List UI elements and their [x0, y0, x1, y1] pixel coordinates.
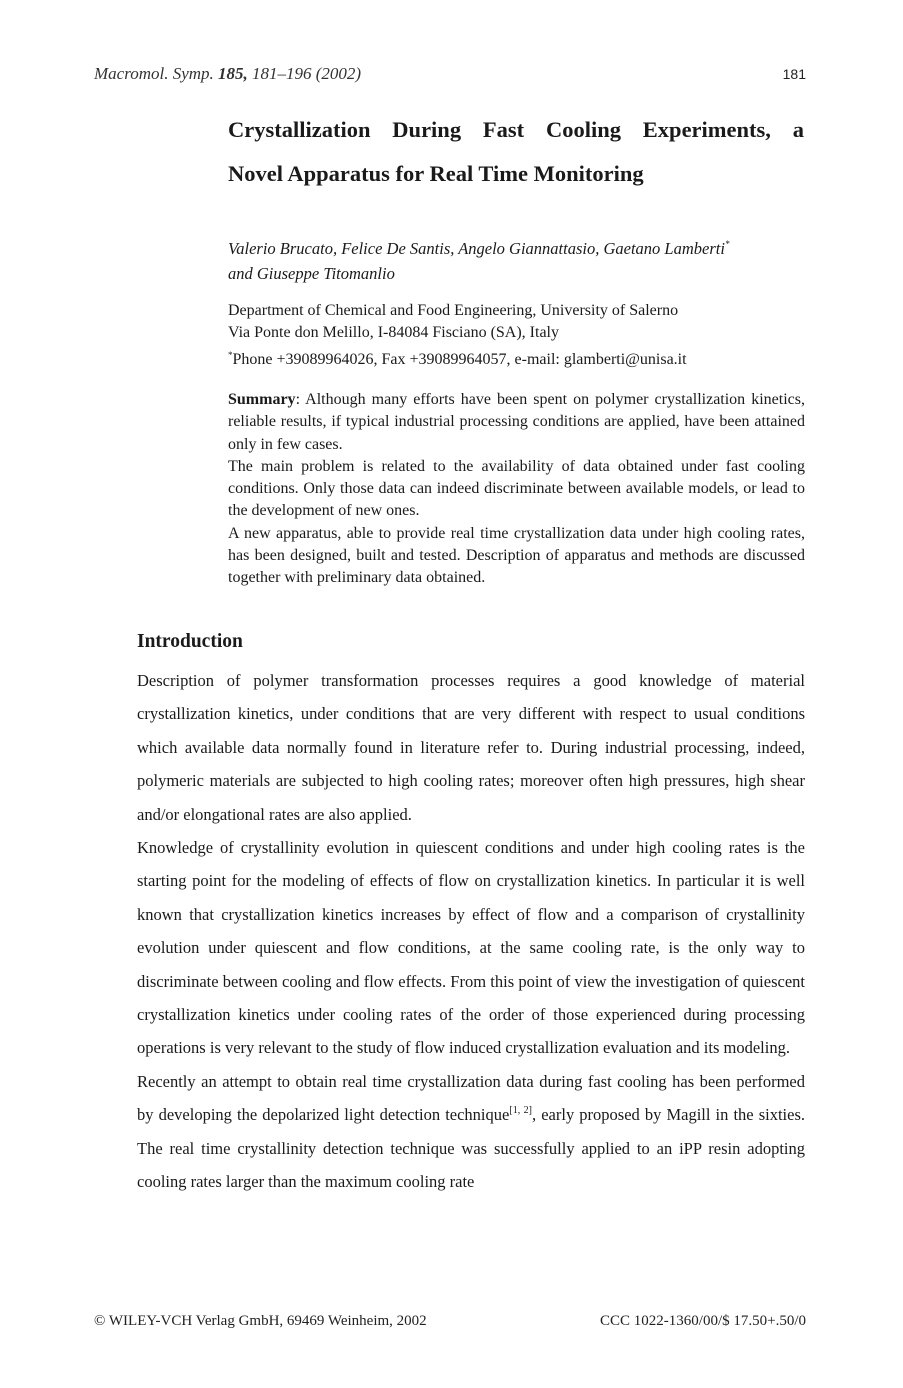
journal-name: Macromol. Symp.: [94, 64, 219, 83]
authors-line-2: and Giuseppe Titomanlio: [228, 264, 395, 283]
journal-pages-year: 181–196 (2002): [247, 64, 362, 83]
contact-mark: *: [228, 350, 233, 360]
summary-paragraph-1: [228, 389, 805, 456]
summary-text-1: : Although many efforts have been spent on polymer crystallization kinetics, reliable results, if typical industrial processing conditions are applied, have been attained only in few cases.: [228, 391, 805, 453]
page-number: 181: [782, 66, 806, 82]
summary-paragraph-2: The main problem is related to the availability of data obtained under fast cooling conditions. Only those data can indeed discriminate between available models, or lead to the development of new ones.: [228, 457, 805, 520]
intro-p3-text-b: , early proposed by Magill in the sixties. The real time crystallinity detection technique was successfully applied to an iPP resin adopting cooling rates larger than the maximum cooling rate: [137, 1105, 806, 1192]
introduction-heading: Introduction: [137, 631, 243, 652]
affiliation-contact: [228, 344, 818, 371]
running-header: [94, 64, 806, 88]
intro-p3-text-a: Recently an attempt to obtain real time crystallization data during fast cooling has been performed by developing the depolarized light detection technique: [137, 1071, 805, 1125]
affiliation-address: Via Ponte don Melillo, I-84084 Fisciano (SA), Italy: [228, 324, 559, 341]
title-line-2: Novel Apparatus for Real Time Monitoring: [228, 161, 644, 186]
authors-text-1: Valerio Brucato, Felice De Santis, Angelo Giannattasio, Gaetano Lamberti: [228, 239, 725, 258]
title-line-1: Crystallization During Fast Cooling Experiments, a: [228, 117, 804, 142]
journal-citation: [94, 64, 361, 84]
journal-volume: 185,: [218, 64, 248, 83]
authors-line-1: [228, 232, 818, 261]
intro-paragraph-1: Description of polymer transformation processes requires a good knowledge of material crystallization kinetics, under conditions that are very different with respect to usual conditions which available data normally found in literature refer to. During industrial processing, indeed, polymeric materials are subjected to high cooling rates; moreover often high pressures, high shear and/or elongational rates are also applied.: [137, 671, 805, 824]
summary-paragraph-3: A new apparatus, able to provide real time crystallization data under high cooling rates, has been designed, built and tested. Description of apparatus and methods are discussed together with preliminary data obtained.: [228, 524, 805, 587]
author-list: [228, 232, 818, 286]
page-footer: [94, 1313, 806, 1335]
corresponding-author-mark: *: [724, 239, 730, 249]
ccc-code: CCC 1022-1360/00/$ 17.50+.50/0: [600, 1313, 806, 1329]
contact-text: Phone +39089964026, Fax +39089964057, e-mail: glamberti@unisa.it: [232, 351, 687, 368]
summary-block: [228, 389, 805, 590]
intro-paragraph-2: Knowledge of crystallinity evolution in quiescent conditions and under high cooling rates is the starting point for the modeling of effects of flow on crystallization kinetics. In particular it is well known that crystallization kinetics increases by effect of flow and a comparison of crystallinity evolution under quiescent and flow conditions, at the same cooling rate, is the only way to discriminate between cooling and flow effects. From this point of view the investigation of quiescent crystallization kinetics under cooling rates of the order of those experienced during processing operations is very relevant to the study of flow induced crystallization evaluation and its modeling.: [137, 838, 805, 1058]
copyright-notice: © WILEY-VCH Verlag GmbH, 69469 Weinheim, 2002: [94, 1313, 427, 1329]
affiliation-department: Department of Chemical and Food Engineering, University of Salerno: [228, 302, 679, 319]
paper-title: [228, 108, 818, 196]
introduction-body: [137, 664, 805, 1199]
affiliation-block: [228, 300, 818, 371]
citation-ref-1-2: [1, 2]: [509, 1105, 532, 1117]
summary-label: Summary: [228, 391, 296, 408]
intro-paragraph-3: [137, 1065, 805, 1199]
